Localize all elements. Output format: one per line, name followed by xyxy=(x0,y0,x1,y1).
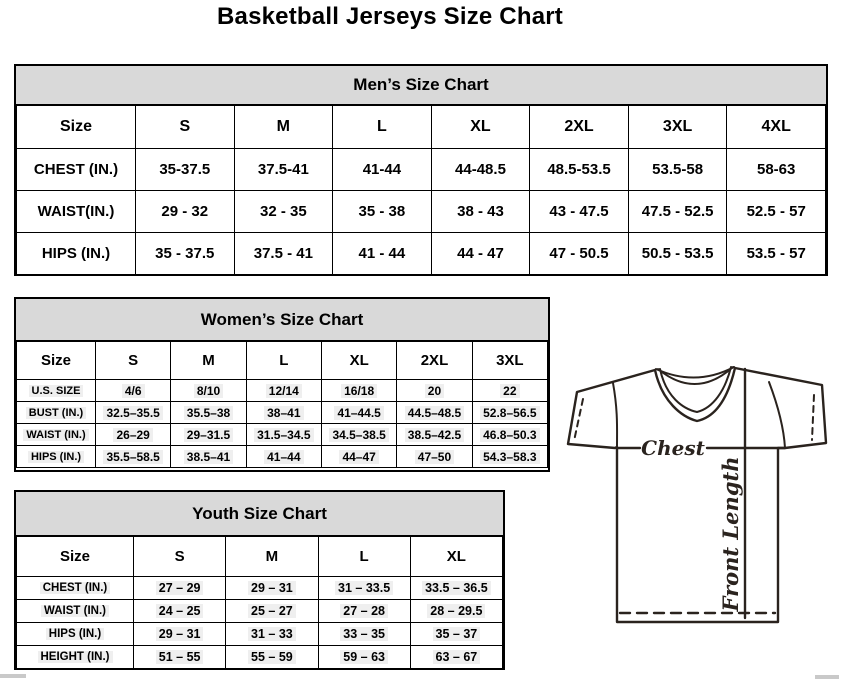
row-label xyxy=(17,577,134,600)
size-cell: 47.5 - 52.5 xyxy=(628,191,727,233)
cell-text: 12/14 xyxy=(266,384,302,398)
cell-text: WAIST (IN.) xyxy=(41,605,109,617)
cell-text: 51 – 55 xyxy=(156,650,204,664)
row-label xyxy=(17,380,96,402)
size-cell: 35 - 37.5 xyxy=(136,233,235,275)
size-cell xyxy=(134,577,226,600)
cell-text: U.S. SIZE xyxy=(29,385,84,397)
cell-text: 27 – 29 xyxy=(156,581,204,595)
cell-text: 44–47 xyxy=(339,450,378,464)
table-row xyxy=(17,191,826,233)
column-header: XL xyxy=(431,106,530,149)
cell-text: 32.5–35.5 xyxy=(103,406,162,420)
size-cell: 53.5-58 xyxy=(628,149,727,191)
cell-text: 52.8–56.5 xyxy=(480,406,539,420)
size-cell xyxy=(410,623,502,646)
size-cell xyxy=(410,646,502,669)
column-header: 2XL xyxy=(530,106,629,149)
cell-text: 41–44.5 xyxy=(334,406,383,420)
size-cell xyxy=(397,424,472,446)
table-title-band: Youth Size Chart xyxy=(16,492,503,536)
size-cell xyxy=(318,600,410,623)
column-header: Size xyxy=(17,106,136,149)
size-cell xyxy=(397,380,472,402)
size-cell xyxy=(226,577,318,600)
table-row xyxy=(17,149,826,191)
cell-text: 38–41 xyxy=(264,406,303,420)
cell-text: 47–50 xyxy=(415,450,454,464)
size-cell xyxy=(226,600,318,623)
jersey-diagram-svg xyxy=(556,356,838,628)
cell-text: 35.5–38 xyxy=(184,406,233,420)
size-cell xyxy=(171,446,246,468)
header-row xyxy=(17,342,548,380)
cell-text: 38.5–42.5 xyxy=(405,428,464,442)
size-cell xyxy=(134,646,226,669)
cell-text: 31.5–34.5 xyxy=(254,428,313,442)
size-cell: 47 - 50.5 xyxy=(530,233,629,275)
scrollbar-fragment-left xyxy=(0,674,26,678)
right-body-seam xyxy=(769,382,785,448)
size-cell xyxy=(410,577,502,600)
size-cell: 53.5 - 57 xyxy=(727,233,826,275)
size-cell xyxy=(226,646,318,669)
column-header: Size xyxy=(17,537,134,577)
size-cell xyxy=(321,446,396,468)
cell-text: 41–44 xyxy=(264,450,303,464)
table-row xyxy=(17,600,503,623)
cell-text: 33 – 35 xyxy=(340,627,388,641)
row-label xyxy=(17,600,134,623)
table-row xyxy=(17,577,503,600)
column-header: S xyxy=(136,106,235,149)
column-header: L xyxy=(318,537,410,577)
right-sleeve-dash xyxy=(812,395,814,440)
column-header: L xyxy=(333,106,432,149)
cell-text: 27 – 28 xyxy=(340,604,388,618)
size-cell xyxy=(246,402,321,424)
size-cell: 48.5-53.5 xyxy=(530,149,629,191)
scrollbar-fragment-right xyxy=(815,675,839,679)
cell-text: 35 – 37 xyxy=(433,627,481,641)
size-cell xyxy=(397,402,472,424)
cell-text: 25 – 27 xyxy=(248,604,296,618)
cell-text: 26–29 xyxy=(113,428,152,442)
size-cell xyxy=(246,424,321,446)
size-cell xyxy=(318,623,410,646)
column-header: S xyxy=(134,537,226,577)
size-cell: 41-44 xyxy=(333,149,432,191)
column-header: M xyxy=(226,537,318,577)
size-cell: 52.5 - 57 xyxy=(727,191,826,233)
cell-text: 28 – 29.5 xyxy=(427,604,485,618)
table-row xyxy=(17,233,826,275)
column-header: 2XL xyxy=(397,342,472,380)
cell-text: WAIST (IN.) xyxy=(23,429,88,441)
size-cell xyxy=(397,446,472,468)
size-cell: 50.5 - 53.5 xyxy=(628,233,727,275)
row-label xyxy=(17,646,134,669)
column-header: XL xyxy=(410,537,502,577)
size-cell xyxy=(246,380,321,402)
cell-text: CHEST (IN.) xyxy=(40,582,111,594)
size-cell: 43 - 47.5 xyxy=(530,191,629,233)
size-cell xyxy=(318,646,410,669)
cell-text: 35.5–58.5 xyxy=(103,450,162,464)
collar-top-arc-2 xyxy=(658,367,733,384)
cell-text: 29 – 31 xyxy=(248,581,296,595)
cell-text: 59 – 63 xyxy=(340,650,388,664)
size-cell: 38 - 43 xyxy=(431,191,530,233)
page-title: Basketball Jerseys Size Chart xyxy=(217,3,563,30)
size-cell xyxy=(321,424,396,446)
table-row xyxy=(17,424,548,446)
size-cell: 44 - 47 xyxy=(431,233,530,275)
cell-text: 16/18 xyxy=(341,384,377,398)
left-body-seam xyxy=(613,383,617,447)
size-cell xyxy=(226,623,318,646)
cell-text: 63 – 67 xyxy=(433,650,481,664)
cell-text: 38.5–41 xyxy=(184,450,233,464)
size-cell xyxy=(134,600,226,623)
cell-text: BUST (IN.) xyxy=(26,407,86,419)
cell-text: HIPS (IN.) xyxy=(28,451,84,463)
row-label xyxy=(17,623,134,646)
mens-size-chart-table xyxy=(14,64,828,276)
cell-text: 55 – 59 xyxy=(248,650,296,664)
table-row xyxy=(17,402,548,424)
cell-text: HEIGHT (IN.) xyxy=(38,651,113,663)
size-cell xyxy=(171,402,246,424)
column-header: M xyxy=(171,342,246,380)
table-row xyxy=(17,446,548,468)
size-cell xyxy=(96,402,171,424)
column-header: XL xyxy=(321,342,396,380)
size-cell xyxy=(318,577,410,600)
column-header: 3XL xyxy=(628,106,727,149)
jersey-outline xyxy=(568,368,826,622)
size-cell: 58-63 xyxy=(727,149,826,191)
column-header: Size xyxy=(17,342,96,380)
header-row xyxy=(17,537,503,577)
size-table xyxy=(16,341,548,468)
cell-text: 4/6 xyxy=(122,384,145,398)
cell-text: 33.5 – 36.5 xyxy=(422,581,491,595)
cell-text: 31 – 33 xyxy=(248,627,296,641)
table-row xyxy=(17,646,503,669)
size-cell xyxy=(472,424,547,446)
row-label xyxy=(17,424,96,446)
row-label: WAIST(IN.) xyxy=(17,191,136,233)
jersey-measurement-diagram xyxy=(556,356,838,628)
cell-text: 22 xyxy=(500,384,519,398)
table-row xyxy=(17,623,503,646)
front-length-label: Front Length xyxy=(718,456,743,612)
row-label: HIPS (IN.) xyxy=(17,233,136,275)
size-cell: 44-48.5 xyxy=(431,149,530,191)
column-header: 3XL xyxy=(472,342,547,380)
column-header: S xyxy=(96,342,171,380)
size-cell xyxy=(472,380,547,402)
table-title-band: Men’s Size Chart xyxy=(16,66,826,105)
size-cell: 41 - 44 xyxy=(333,233,432,275)
cell-text: 8/10 xyxy=(194,384,223,398)
size-table xyxy=(16,105,826,275)
size-cell xyxy=(134,623,226,646)
column-header: M xyxy=(234,106,333,149)
cell-text: HIPS (IN.) xyxy=(46,628,104,640)
row-label xyxy=(17,402,96,424)
size-cell: 29 - 32 xyxy=(136,191,235,233)
size-cell: 32 - 35 xyxy=(234,191,333,233)
cell-text: 46.8–50.3 xyxy=(480,428,539,442)
youth-size-chart-table xyxy=(14,490,505,670)
cell-text: 29 – 31 xyxy=(156,627,204,641)
table-title-band: Women’s Size Chart xyxy=(16,299,548,341)
cell-text: 24 – 25 xyxy=(156,604,204,618)
column-header: 4XL xyxy=(727,106,826,149)
header-row xyxy=(17,106,826,149)
size-cell xyxy=(321,402,396,424)
cell-text: 54.3–58.3 xyxy=(480,450,539,464)
size-cell xyxy=(96,424,171,446)
size-cell xyxy=(472,446,547,468)
size-table xyxy=(16,536,503,669)
size-cell: 35 - 38 xyxy=(333,191,432,233)
size-cell xyxy=(171,380,246,402)
size-cell: 35-37.5 xyxy=(136,149,235,191)
size-cell xyxy=(246,446,321,468)
cell-text: 31 – 33.5 xyxy=(335,581,393,595)
size-cell: 37.5 - 41 xyxy=(234,233,333,275)
row-label xyxy=(17,446,96,468)
size-cell xyxy=(472,402,547,424)
cell-text: 29–31.5 xyxy=(184,428,233,442)
womens-size-chart-table xyxy=(14,297,550,472)
size-cell xyxy=(410,600,502,623)
row-label: CHEST (IN.) xyxy=(17,149,136,191)
chest-label: Chest xyxy=(641,436,705,460)
size-cell xyxy=(171,424,246,446)
size-cell: 37.5-41 xyxy=(234,149,333,191)
size-cell xyxy=(96,446,171,468)
cell-text: 20 xyxy=(425,384,444,398)
size-cell xyxy=(96,380,171,402)
size-cell xyxy=(321,380,396,402)
cell-text: 44.5–48.5 xyxy=(405,406,464,420)
column-header: L xyxy=(246,342,321,380)
cell-text: 34.5–38.5 xyxy=(329,428,388,442)
table-row xyxy=(17,380,548,402)
